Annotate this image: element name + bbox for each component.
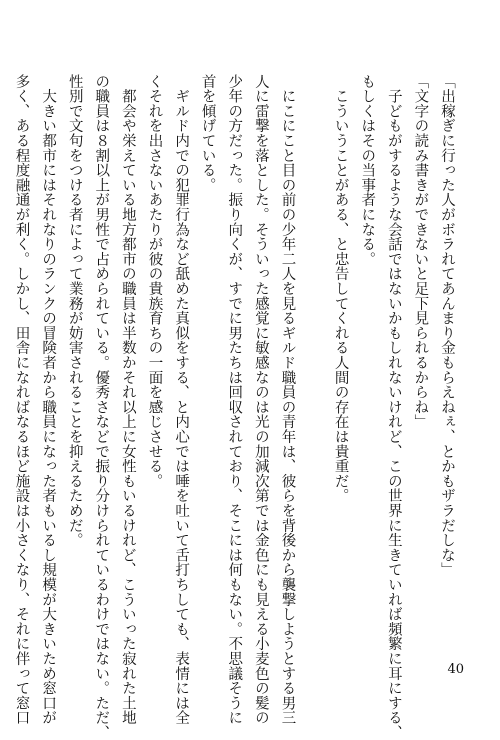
text-line: 少年の方だった。振り向くが、すでに男たちは回収されており、そこには何もない。不思議そうに [226,74,243,726]
text-line: くそれを出さないあたりが彼の貴族育ちの一面を感じさせる。 [146,74,163,489]
text-line: もしくはその当事者になる。 [359,74,376,267]
page-number: 40 [447,662,464,677]
text-line: 多く、ある程度融通が利く。しかし、田舎になればなるほど施設は小さくなり、それに伴って窓口 [13,74,30,726]
text-line: 「文字の読み書きができないと足下見られるからね」 [412,74,429,430]
text-line: 首を傾げている。 [199,74,216,193]
text-line: こういうことがある、と忠告してくれる人間の存在は貴重だ。 [332,74,349,504]
text-line: 性別で文句をつける者によって業務が妨害されることを抑えるためだ。 [66,74,83,548]
blank-line [300,74,327,634]
text-line: 都会や栄えている地方都市の職員は半数かそれ以上に女性もいるけれど、こういった寂れた土地 [119,74,136,726]
text-line: の職員は８割以上が男性で占められている。優秀さなどで振り分けられているわけではない。ただ、 [93,74,110,740]
text-line: 「出稼ぎに行った人がボラれてあんまり金もらえねぇ、とかもザラだしな」 [439,74,455,578]
text-line: 人に雷撃を落とした。そういった感覚に敏感なのは光の加減次第では金色にも見える小麦色の髪の [252,74,269,726]
text-line: 大きい都市にはそれなりのランクの冒険者から職員になった者もいるし規模が大きいため窓口が [40,74,57,726]
text-line: 子どもがするような会話ではないかもしれないけれど、この世界に生きていれば頻繁に耳にする、 [385,74,402,740]
text-line: ギルド内での犯罪行為など舐めた真似をする、と内心では唾を吐いて舌打ちしても、表情には全 [173,74,190,726]
text-line: にこにこと目の前の少年二人を見るギルド職員の青年は、彼らを背後から襲撃しようとする男三 [279,74,296,726]
